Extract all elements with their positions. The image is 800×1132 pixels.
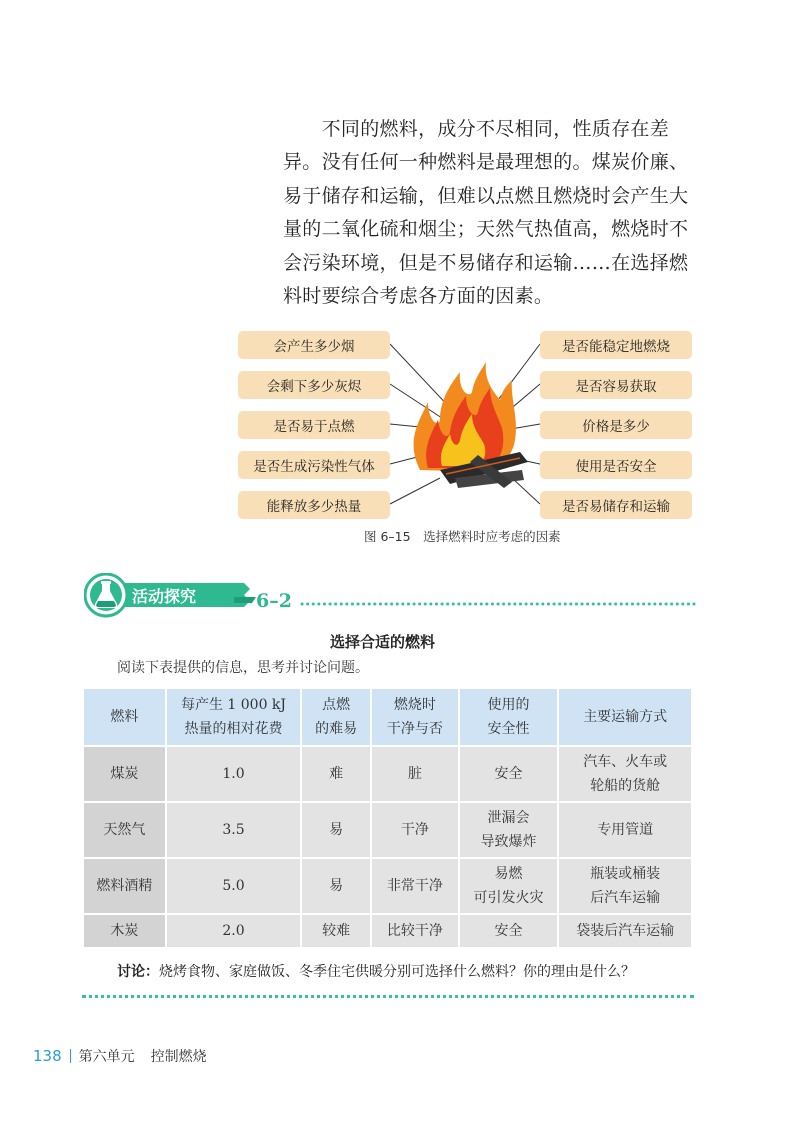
header-cost: 每产生 1 000 kJ 热量的相对花费: [166, 688, 302, 746]
paragraph-text: 不同的燃料，成分不尽相同，性质存在差异。没有任何一种燃料是最理想的。煤炭价廉、易于储存和运输，但难以点燃且燃烧时会产生大量的二氧化硫和烟尘；天然气热值高，燃烧时不会污染环境，但是不易储存和运输……在选择燃料时要综合考虑各方面的因素。: [283, 118, 689, 308]
ignite-cell: 易: [301, 802, 371, 858]
fuel-cell: 木炭: [83, 914, 166, 948]
transport-cell: 汽车、火车或 轮船的货舱: [558, 746, 692, 802]
footer-chapter: 控制燃烧: [150, 1049, 207, 1065]
factor-tag-storage-transport: 是否易储存和运输: [540, 491, 692, 519]
safety-cell: 安全: [459, 746, 559, 802]
header-fuel: 燃料: [83, 688, 166, 746]
factor-tag-smoke: 会产生多少烟: [238, 331, 390, 359]
activity-label: 活动探究: [132, 587, 197, 606]
table-row: [83, 858, 692, 914]
factor-tag-price: 价格是多少: [540, 411, 692, 439]
cost-cell: 3.5: [166, 802, 302, 858]
fuel-cell: 燃料酒精: [83, 858, 166, 914]
clean-cell: 脏: [371, 746, 459, 802]
ignite-cell: 易: [301, 858, 371, 914]
page-number: 138: [33, 1047, 62, 1065]
ignite-cell: 难: [301, 746, 371, 802]
transport-cell: 专用管道: [558, 802, 692, 858]
header-ignition: 点燃 的难易: [301, 688, 371, 746]
discussion-prompt: [117, 961, 635, 981]
ignite-cell: 较难: [301, 914, 371, 948]
figure-caption: 图 6–15 选择燃料时应考虑的因素: [364, 529, 561, 544]
campfire-illustration: [414, 362, 528, 488]
table-row: [83, 802, 692, 858]
activity-number: 6–2: [256, 590, 292, 612]
cost-cell: 1.0: [166, 746, 302, 802]
discussion-label: 讨论：: [117, 964, 159, 980]
cost-cell: 5.0: [166, 858, 302, 914]
table-row: [83, 746, 692, 802]
safety-cell: 易燃 可引发火灾: [459, 858, 559, 914]
clean-cell: 干净: [371, 802, 459, 858]
section-dotted-divider: [82, 995, 694, 998]
factor-tag-heat: 能释放多少热量: [238, 491, 390, 519]
activity-title: 选择合适的燃料: [330, 633, 436, 651]
page-footer: [33, 1046, 207, 1066]
factor-tag-ignition: 是否易于点燃: [238, 411, 390, 439]
activity-banner: [84, 573, 704, 623]
factor-tag-stable-burning: 是否能稳定地燃烧: [540, 331, 692, 359]
fuel-cell: 天然气: [83, 802, 166, 858]
activity-intro: 阅读下表提供的信息，思考并讨论问题。: [117, 660, 369, 676]
table-header-row: [83, 688, 692, 746]
footer-separator: [70, 1049, 71, 1063]
safety-cell: 泄漏会 导致爆炸: [459, 802, 559, 858]
transport-cell: 袋装后汽车运输: [558, 914, 692, 948]
fuel-cell: 煤炭: [83, 746, 166, 802]
footer-unit: 第六单元: [78, 1049, 135, 1065]
factor-tag-pollutant-gas: 是否生成污染性气体: [238, 451, 390, 479]
factor-tag-availability: 是否容易获取: [540, 371, 692, 399]
factor-tag-ash: 会剩下多少灰烬: [238, 371, 390, 399]
header-safety: 使用的 安全性: [459, 688, 559, 746]
table-row: [83, 914, 692, 948]
header-transport: 主要运输方式: [558, 688, 692, 746]
clean-cell: 非常干净: [371, 858, 459, 914]
fuel-table: [82, 687, 693, 949]
clean-cell: 比较干净: [371, 914, 459, 948]
discussion-text: 烧烤食物、家庭做饭、冬季住宅供暖分别可选择什么燃料？你的理由是什么？: [159, 964, 635, 980]
header-cleanliness: 燃烧时 干净与否: [371, 688, 459, 746]
safety-cell: 安全: [459, 914, 559, 948]
transport-cell: 瓶装或桶装 后汽车运输: [558, 858, 692, 914]
cost-cell: 2.0: [166, 914, 302, 948]
factor-tag-safety: 使用是否安全: [540, 451, 692, 479]
